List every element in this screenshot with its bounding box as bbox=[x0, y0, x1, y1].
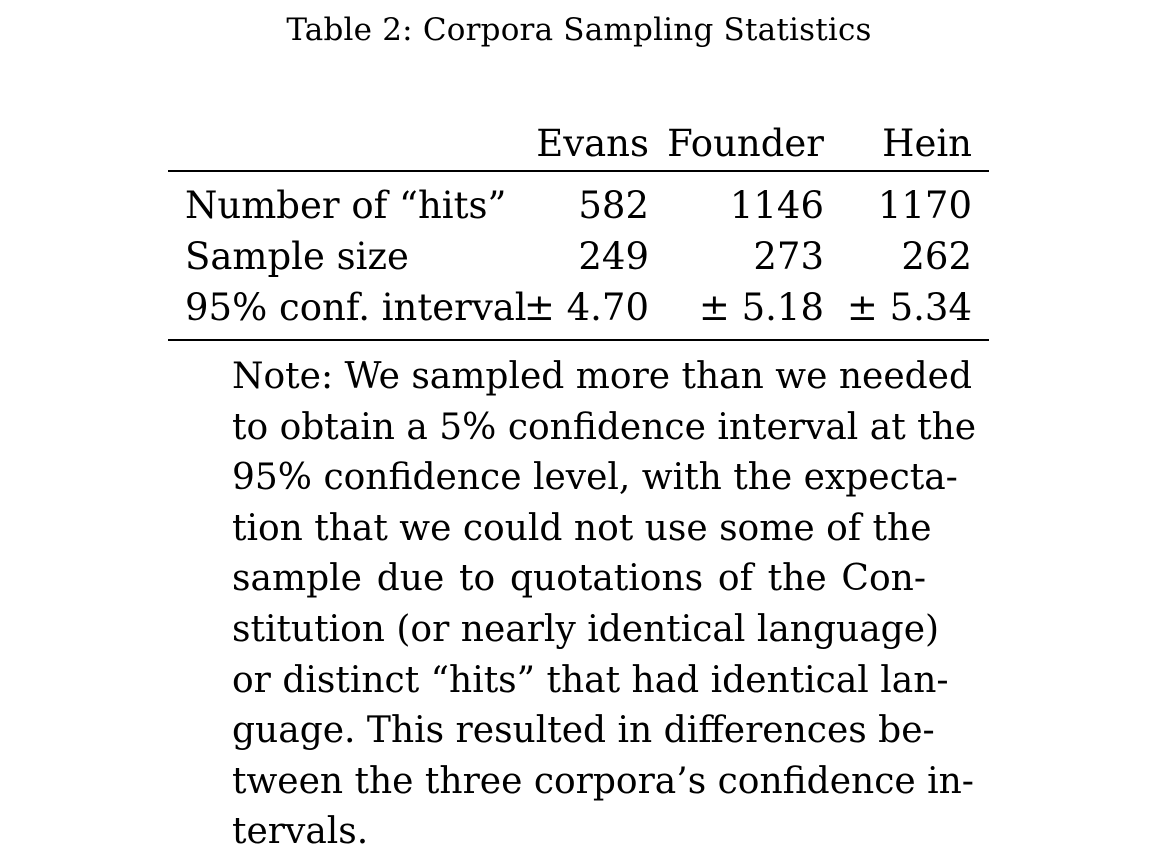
note-line: or distinct “hits” that had identical lan- bbox=[232, 659, 949, 701]
note-line: Note: We sampled more than we needed bbox=[232, 356, 973, 397]
note-line: to obtain a 5% confidence interval at the bbox=[232, 406, 977, 448]
cell-evans: 582 bbox=[578, 184, 649, 227]
header-evans: Evans bbox=[536, 122, 649, 165]
note-line: tion that we could not use some of the bbox=[232, 507, 932, 549]
note-line: stitution (or nearly identical language) bbox=[232, 608, 940, 650]
note-line: guage. This resulted in differences be- bbox=[232, 710, 935, 752]
statistics-table bbox=[168, 118, 989, 341]
table-caption: Table 2: Corpora Sampling Statistics bbox=[286, 12, 872, 48]
table-row-conf-interval bbox=[168, 282, 989, 333]
row-label: Sample size bbox=[185, 235, 409, 278]
cell-hein: ± 5.34 bbox=[846, 286, 972, 329]
table-row-hits bbox=[168, 180, 989, 231]
table-rule-bottom bbox=[168, 339, 989, 341]
cell-founder: 1146 bbox=[729, 184, 824, 227]
table-rule-top bbox=[168, 170, 989, 172]
note-line: sample due to quotations of the Con- bbox=[232, 558, 926, 600]
cell-evans: ± 4.70 bbox=[523, 286, 649, 329]
cell-hein: 1170 bbox=[877, 184, 972, 227]
table-header-row bbox=[168, 118, 989, 170]
cell-evans: 249 bbox=[578, 235, 649, 278]
note-line: tween the three corpora’s confidence in- bbox=[232, 760, 974, 802]
row-label: Number of “hits” bbox=[185, 184, 507, 227]
note-line: tervals. bbox=[232, 811, 369, 853]
cell-hein: 262 bbox=[901, 235, 972, 278]
note-line: 95% confidence level, with the expecta- bbox=[232, 457, 958, 499]
row-label: 95% conf. interval bbox=[185, 286, 527, 329]
header-hein: Hein bbox=[882, 122, 972, 165]
table-row-sample-size bbox=[168, 231, 989, 282]
cell-founder: ± 5.18 bbox=[698, 286, 824, 329]
header-founder: Founder bbox=[667, 122, 824, 165]
cell-founder: 273 bbox=[753, 235, 824, 278]
table-note bbox=[232, 352, 977, 858]
